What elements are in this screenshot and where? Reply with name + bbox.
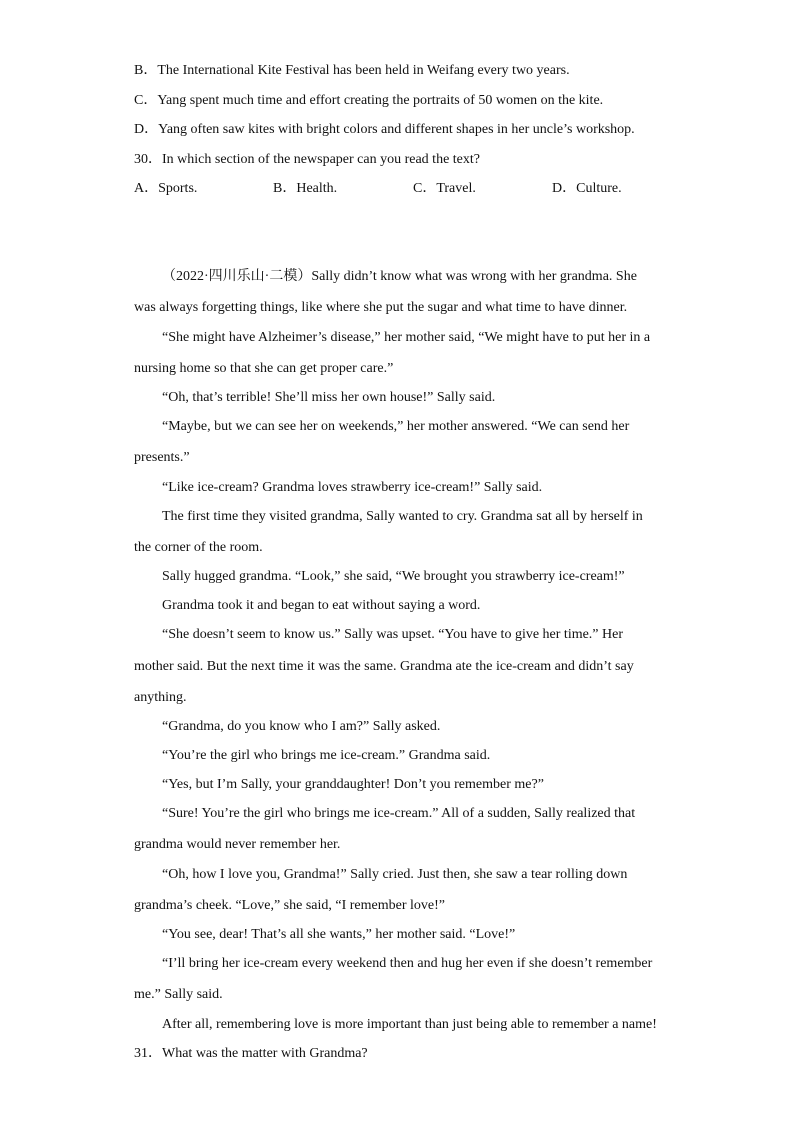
q29-option-b: B．The International Kite Festival has been held in Weifang every two years. [134,63,570,78]
q30-option-b: B．Health. [273,181,338,196]
passage-line: After all, remembering love is more important than just being able to remember a name! [162,1017,657,1032]
passage-line: “She might have Alzheimer’s disease,” her mother said, “We might have to put her in a [162,330,651,345]
passage-line: “She doesn’t seem to know us.” Sally was upset. “You have to give her time.” Her [162,627,624,642]
q31-stem: 31．What was the matter with Grandma? [134,1046,368,1061]
passage-line: nursing home so that she can get proper care.” [134,361,394,376]
q30-option-d: D．Culture. [552,181,622,196]
passage-line: presents.” [134,450,190,465]
passage-line: “Oh, that’s terrible! She’ll miss her own house!” Sally said. [162,390,496,405]
passage-line: （2022·四川乐山·二模）Sally didn’t know what was wrong with her grandma. She [162,269,637,284]
q30-option-a: A．Sports. [134,181,198,196]
passage-line: “Maybe, but we can see her on weekends,” her mother answered. “We can send her [162,419,630,434]
q29-option-c: C．Yang spent much time and effort creating the portraits of 50 women on the kite. [134,93,604,108]
q29-option-d: D．Yang often saw kites with bright colors and different shapes in her uncle’s workshop. [134,122,635,137]
passage-line: “Like ice-cream? Grandma loves strawberry ice-cream!” Sally said. [162,480,543,495]
passage-line: Grandma took it and began to eat without saying a word. [162,598,481,613]
passage-line: “Grandma, do you know who I am?” Sally asked. [162,719,441,734]
q30-stem: 30．In which section of the newspaper can you read the text? [134,152,480,167]
passage-line: grandma’s cheek. “Love,” she said, “I remember love!” [134,898,445,913]
passage-line: grandma would never remember her. [134,837,341,852]
passage-line: Sally hugged grandma. “Look,” she said, “We brought you strawberry ice-cream!” [162,569,625,584]
passage-line: “I’ll bring her ice-cream every weekend then and hug her even if she doesn’t remember [162,956,653,971]
passage-line: “Yes, but I’m Sally, your granddaughter! Don’t you remember me?” [162,777,544,792]
passage-line: me.” Sally said. [134,987,223,1002]
passage-line: anything. [134,690,187,705]
passage-line: The first time they visited grandma, Sally wanted to cry. Grandma sat all by herself in [162,509,643,524]
passage-line: the corner of the room. [134,540,263,555]
q30-option-c: C．Travel. [413,181,476,196]
passage-line: “Sure! You’re the girl who brings me ice-cream.” All of a sudden, Sally realized that [162,806,636,821]
passage-line: “Oh, how I love you, Grandma!” Sally cried. Just then, she saw a tear rolling down [162,867,628,882]
passage-line: “You’re the girl who brings me ice-cream.” Grandma said. [162,748,491,763]
passage-line: mother said. But the next time it was the same. Grandma ate the ice-cream and didn’t say [134,659,634,674]
passage-line: “You see, dear! That’s all she wants,” her mother said. “Love!” [162,927,516,942]
passage-line: was always forgetting things, like where she put the sugar and what time to have dinner. [134,300,628,315]
